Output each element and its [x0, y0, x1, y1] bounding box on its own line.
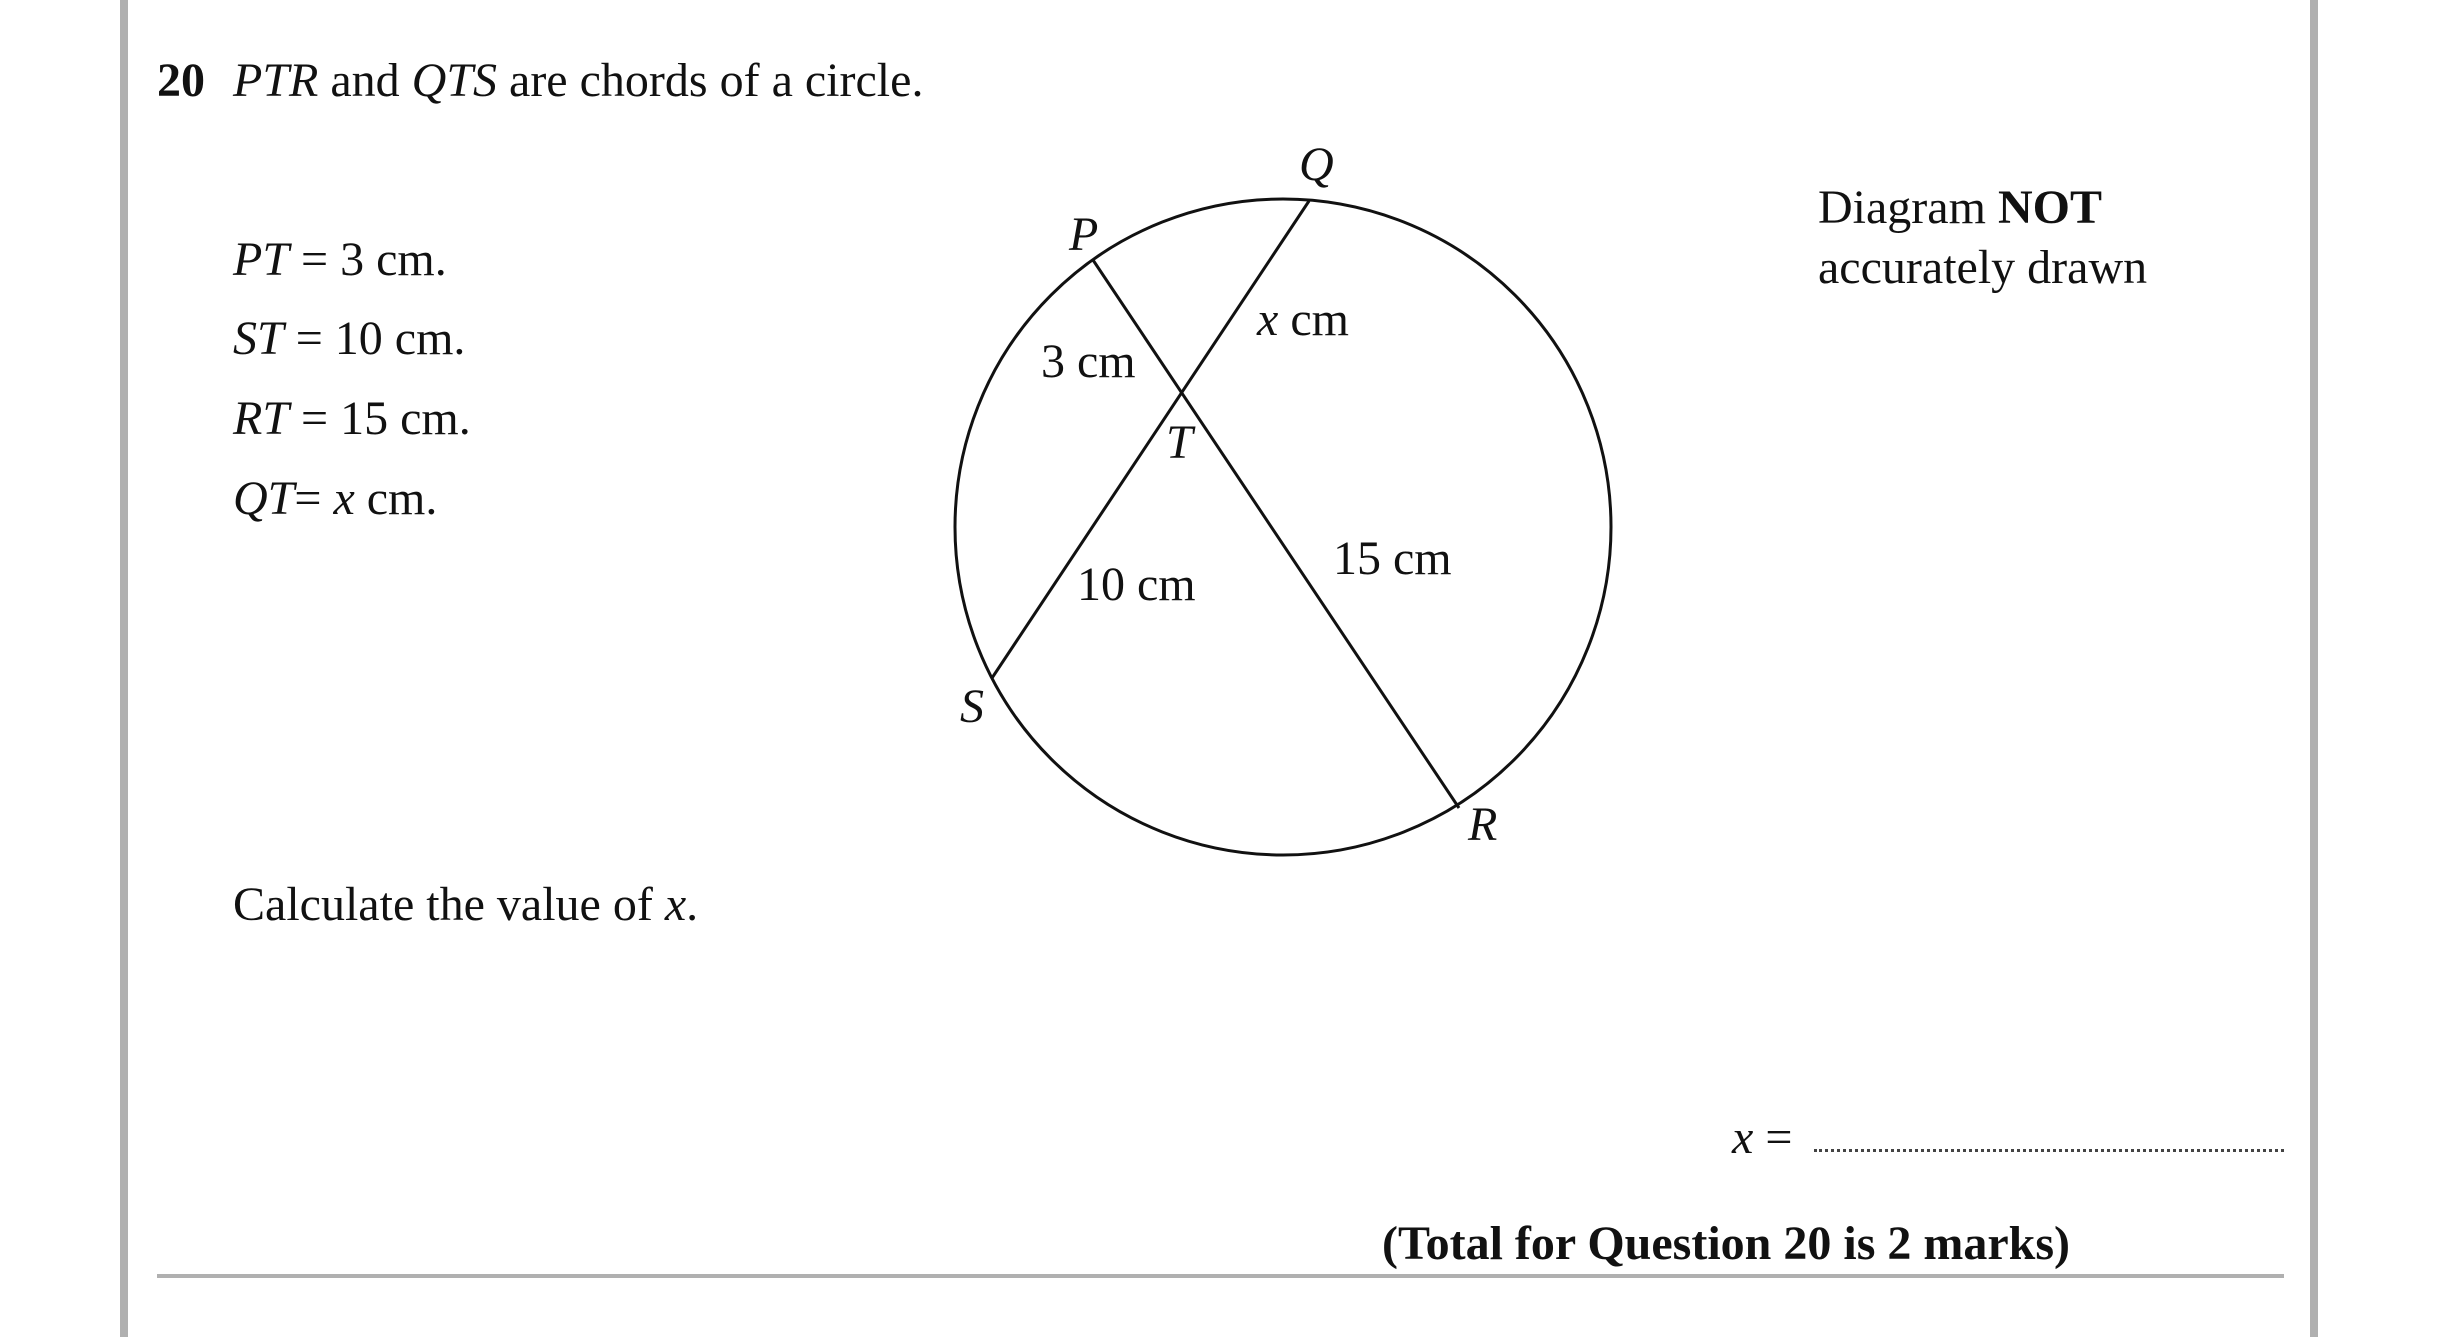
length-qt-unit: cm — [1290, 293, 1349, 346]
given-value: = — [294, 472, 322, 525]
given-value: = 10 cm. — [295, 312, 466, 365]
given-value: = 3 cm. — [301, 233, 447, 286]
point-t-label: T — [1166, 416, 1193, 469]
point-r-label: R — [1468, 798, 1498, 851]
length-st: 10 cm — [1077, 558, 1196, 611]
given-name: QT — [233, 472, 295, 525]
given-unit: cm. — [366, 472, 438, 525]
point-q-label: Q — [1299, 138, 1334, 191]
length-qt — [1256, 293, 1349, 346]
answer-variable: x — [1732, 1111, 1754, 1164]
question-number: 20 — [157, 54, 205, 107]
answer-label — [1732, 1110, 1792, 1165]
length-pt: 3 cm — [1041, 335, 1136, 388]
bottom-rule — [157, 1274, 2284, 1278]
point-p-label: P — [1069, 208, 1099, 261]
note-line2: accurately drawn — [1818, 241, 2148, 294]
given-value: = 15 cm. — [301, 392, 471, 445]
task-variable: x — [664, 878, 687, 931]
task-main: Calculate the value of — [233, 878, 653, 931]
point-s-label: S — [960, 680, 984, 733]
given-name: RT — [233, 392, 290, 445]
given-variable: x — [333, 472, 355, 525]
task-text — [233, 877, 698, 932]
note-line1: Diagram — [1818, 181, 1986, 234]
stem-rest: are chords of a circle. — [509, 54, 924, 107]
length-qt-variable: x — [1257, 293, 1279, 346]
length-rt: 15 cm — [1333, 532, 1452, 585]
answer-equals: = — [1765, 1111, 1793, 1164]
note-emphasis: NOT — [1997, 181, 2102, 234]
task-end: . — [686, 878, 699, 931]
total-marks: (Total for Question 20 is 2 marks) — [1382, 1217, 2071, 1270]
given-name: ST — [233, 312, 284, 365]
stem-and: and — [330, 54, 400, 107]
chord-ptr: PTR — [233, 54, 319, 107]
chord-qts: QTS — [411, 54, 498, 107]
given-name: PT — [233, 233, 290, 286]
answer-input-line[interactable] — [1814, 1149, 2284, 1152]
